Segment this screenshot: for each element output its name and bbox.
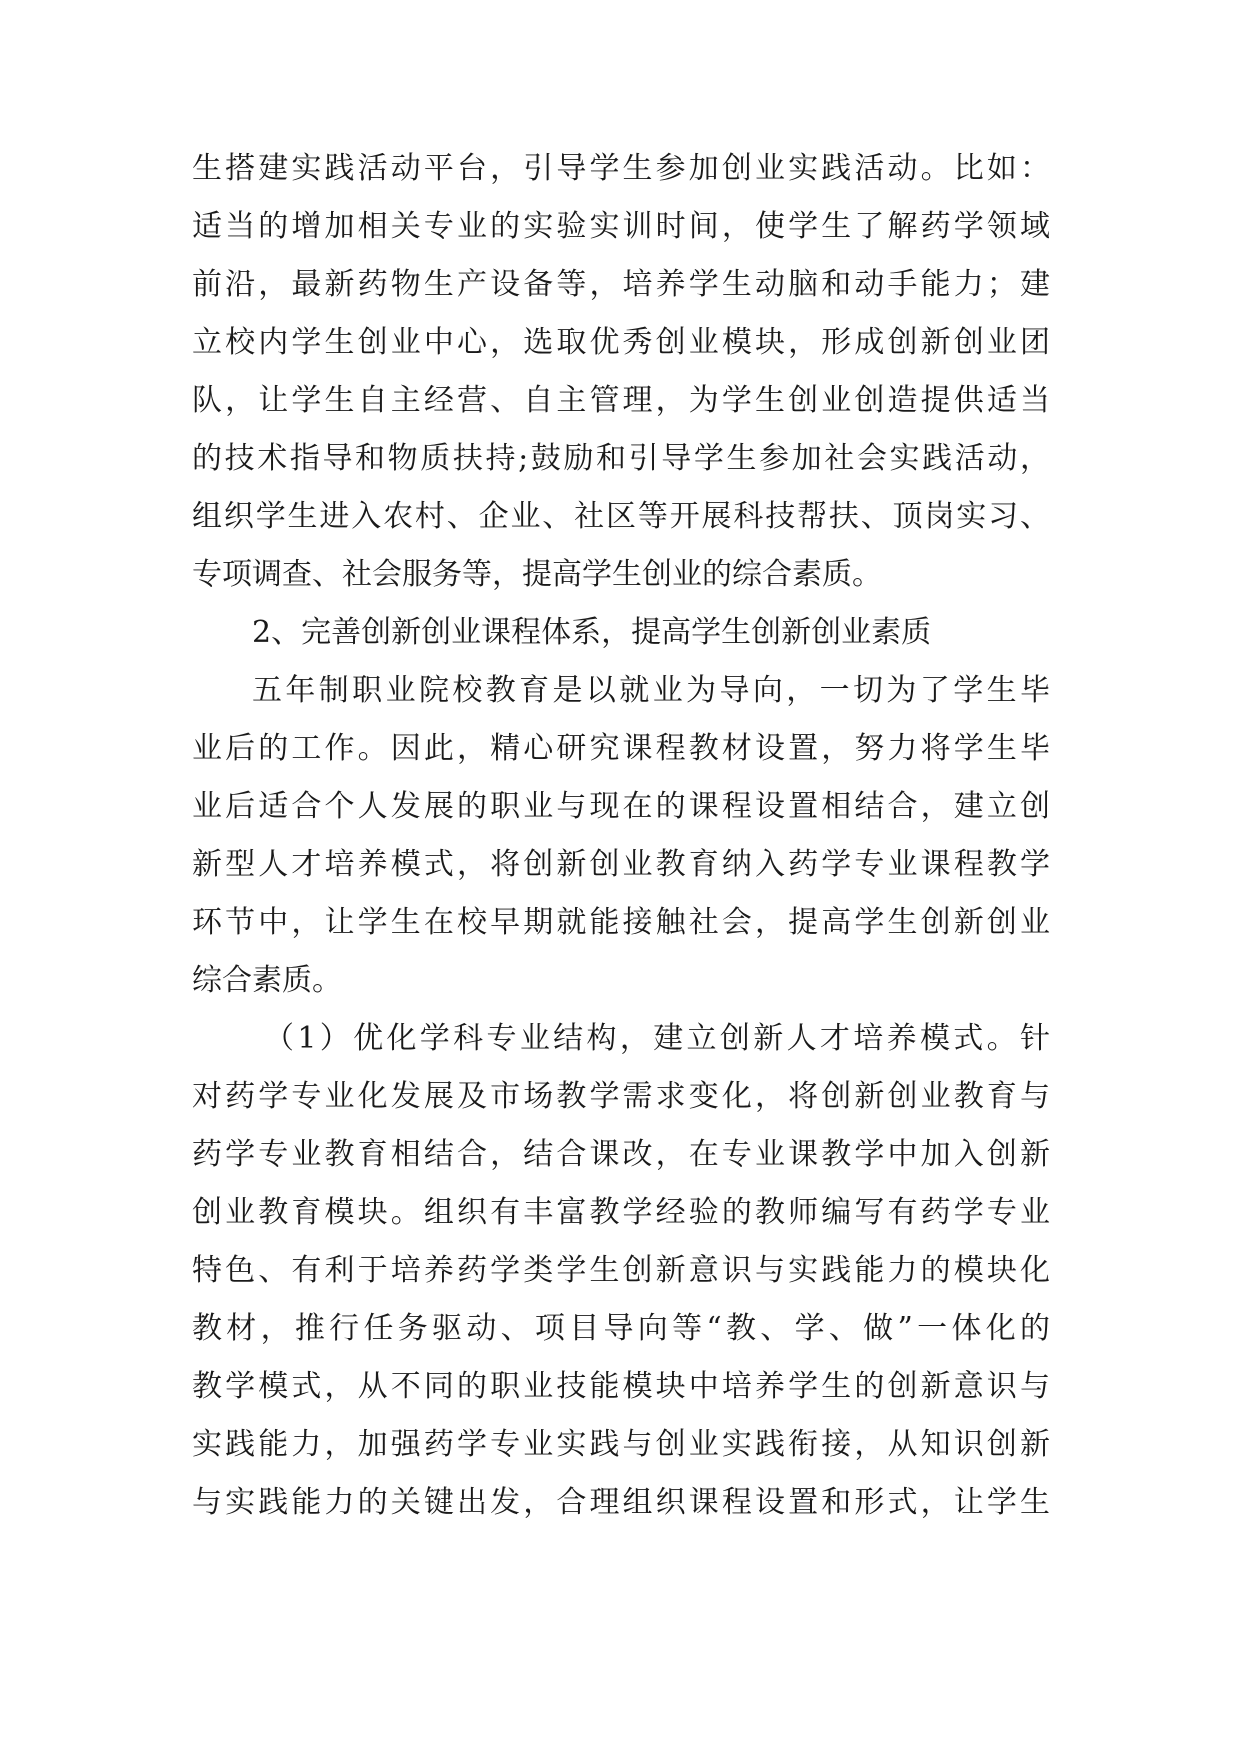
paragraph-line: 的技术指导和物质扶持;鼓励和引导学生参加社会实践活动， [192,441,1050,476]
paragraph-line: 对药学专业化发展及市场教学需求变化，将创新创业教育与 [192,1079,1050,1114]
paragraph-line: 业后的工作。因此，精心研究课程教材设置，努力将学生毕 [192,731,1050,766]
paragraph-line: 五年制职业院校教育是以就业为导向，一切为了学生毕 [252,673,1050,708]
section-heading-text: 2、完善创新创业课程体系，提高学生创新创业素质 [252,615,932,650]
paragraph-line: 专项调查、社会服务等，提高学生创业的综合素质。 [192,557,882,592]
paragraph-line: 生搭建实践活动平台，引导学生参加创业实践活动。比如： [192,151,1050,186]
paragraph-curriculum [192,662,1050,1010]
paragraph-line: 教学模式，从不同的职业技能模块中培养学生的创新意识与 [192,1369,1050,1404]
paragraph-line: 特色、有利于培养药学类学生创新意识与实践能力的模块化 [192,1253,1050,1288]
paragraph-line: 环节中，让学生在校早期就能接触社会，提高学生创新创业 [192,905,1050,940]
paragraph-line: 业后适合个人发展的职业与现在的课程设置相结合，建立创 [192,789,1050,824]
paragraph-line: （1）优化学科专业结构，建立创新人才培养模式。针 [264,1021,1050,1056]
paragraph-line: 创业教育模块。组织有丰富教学经验的教师编写有药学专业 [192,1195,1050,1230]
paragraph-optimize-structure [192,1010,1050,1532]
paragraph-line: 组织学生进入农村、企业、社区等开展科技帮扶、顶岗实习、 [192,499,1050,534]
section-heading [192,604,1050,662]
paragraph-line: 教材，推行任务驱动、项目导向等“教、学、做”一体化的 [192,1311,1050,1346]
paragraph-line: 与实践能力的关键出发，合理组织课程设置和形式，让学生 [192,1485,1050,1520]
paragraph-line: 新型人才培养模式，将创新创业教育纳入药学专业课程教学 [192,847,1050,882]
paragraph-line: 前沿，最新药物生产设备等，培养学生动脑和动手能力；建 [192,267,1050,302]
paragraph-line: 药学专业教育相结合，结合课改，在专业课教学中加入创新 [192,1137,1050,1172]
paragraph-line: 适当的增加相关专业的实验实训时间，使学生了解药学领域 [192,209,1050,244]
paragraph-practice-platform [192,140,1050,604]
paragraph-line: 实践能力，加强药学专业实践与创业实践衔接，从知识创新 [192,1427,1050,1462]
paragraph-line: 综合素质。 [192,963,342,998]
paragraph-line: 立校内学生创业中心，选取优秀创业模块，形成创新创业团 [192,325,1050,360]
paragraph-line: 队，让学生自主经营、自主管理，为学生创业创造提供适当 [192,383,1050,418]
